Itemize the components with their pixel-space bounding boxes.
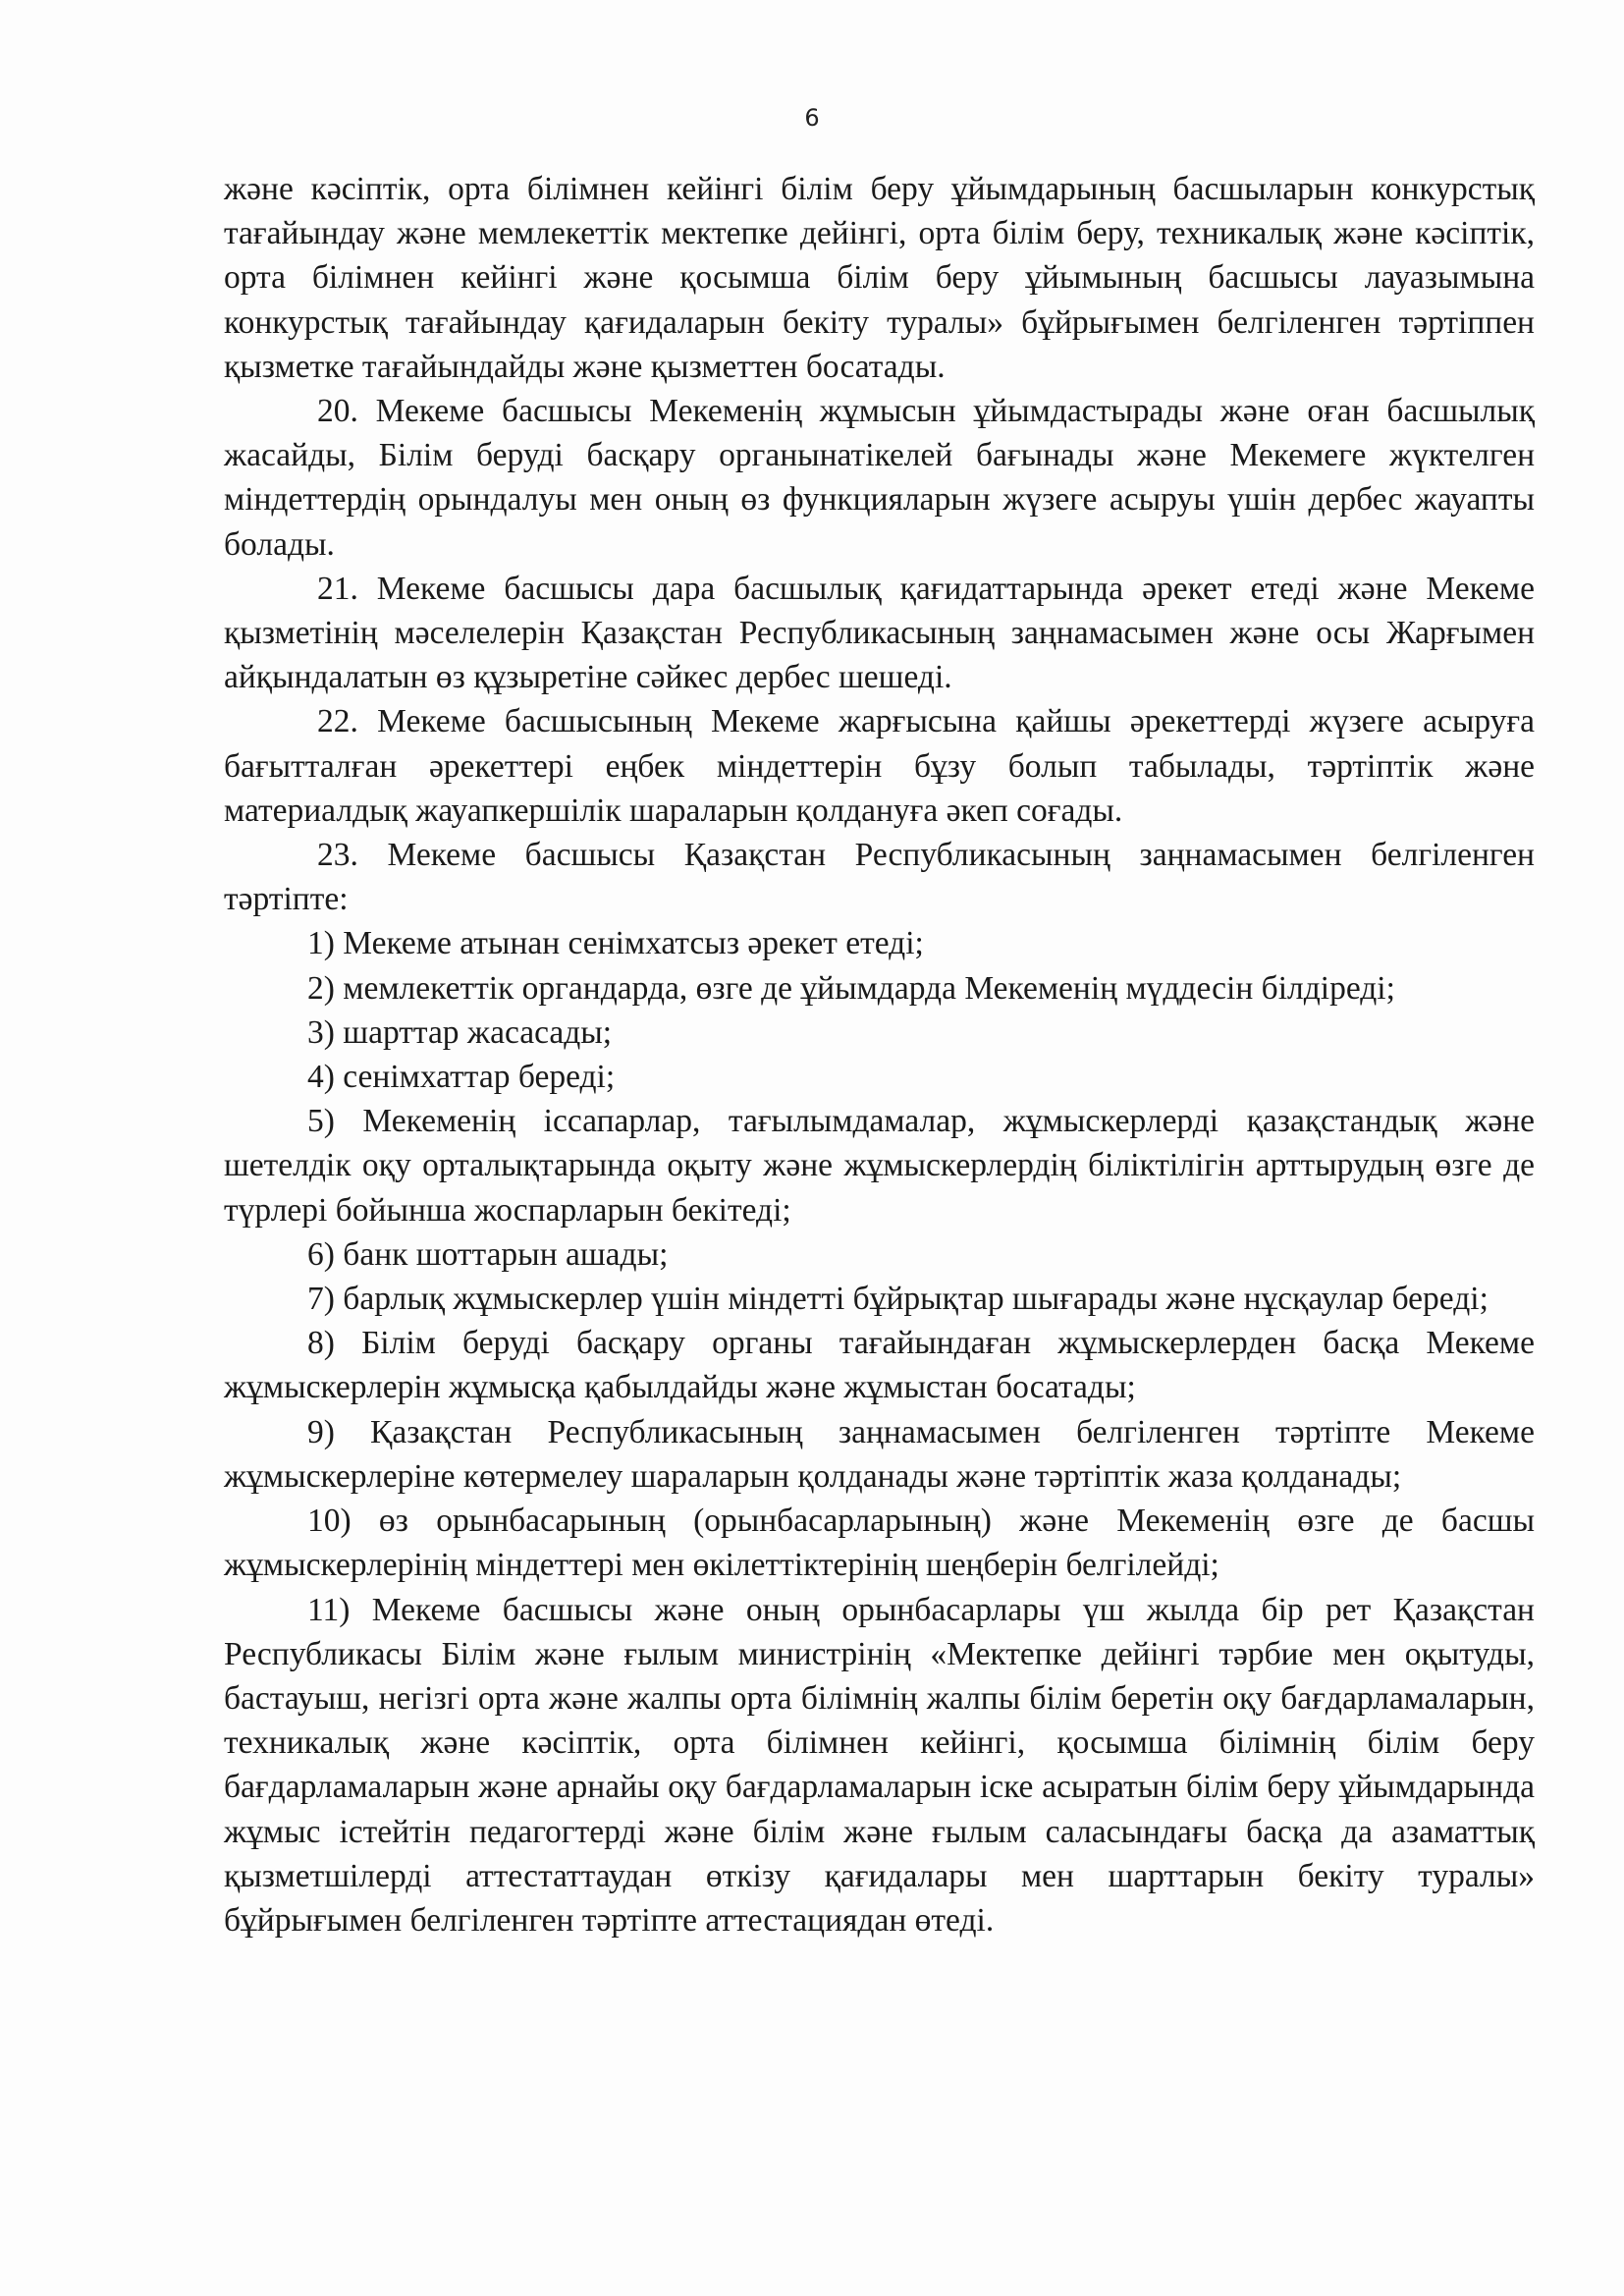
paragraph-20: 20. Мекеме басшысы Мекеменің жұмысын ұйымдастырады және оған басшылық жасайды, Білім беруді басқару органынатікелей бағынады және Мекемеге жүктелген міндеттердің орындалуы мен оның өз функцияларын жүзеге асыруы үшін дербес жауапты болады.	[224, 393, 1535, 563]
list-item-1: 1) Мекеме атынан сенімхатсыз әрекет етеді;	[307, 925, 924, 962]
list-item-6: 6) банк шоттарын ашады;	[307, 1235, 669, 1273]
paragraph-21: 21. Мекеме басшысы дара басшылық қағидаттарында әрекет етеді және Мекеме қызметінің мәселелерін Қазақстан Республикасының заңнамасымен және осы Жарғымен айқындалатын өз құзыретіне сәйкес дербес шешеді.	[224, 570, 1535, 696]
list-item-9: 9) Қазақстан Республикасының заңнамасымен белгіленген тәртіпте Мекеме жұмыскерлеріне көтермелеу шараларын қолданады және тәртіптік жаза қолданады;	[224, 1413, 1535, 1495]
list-item-8: 8) Білім беруді басқару органы тағайындаған жұмыскерлерден басқа Мекеме жұмыскерлерін жұмысқа қабылдайды және жұмыстан босатады;	[224, 1325, 1535, 1406]
list-item-11: 11) Мекеме басшысы және оның орынбасарлары үш жылда бір рет Қазақстан Республикасы Білім және ғылым министрінің «Мектепке дейінгі тәрбие мен оқытуды, бастауыш, негізгі орта және жалпы орта білімнің жалпы білім беретін оқу бағдарламаларын, техникалық және кәсіптік, орта білімнен кейінгі, қосымша білімнің білім беру бағдарламаларын және арнайы оқу бағдарламаларын іске асыратын білім беру ұйымдарында жұмыс істейтін педагогтерді және білім және ғылым саласындағы басқа да азаматтық қызметшілерді аттестаттаудан өткізу қағидалары мен шарттарын бекіту туралы» бұйрығымен белгіленген тәртіпте аттестациядан өтеді.	[224, 1591, 1535, 1939]
list-item-4: 4) сенімхаттар береді;	[307, 1059, 616, 1096]
document-body	[224, 167, 1535, 1942]
list-item-5: 5) Мекеменің іссапарлар, тағылымдамалар, жұмыскерлерді қазақстандық және шетелдік оқу орталықтарында оқыту және жұмыскерлердің біліктілігін арттырудың өзге де түрлері бойынша жоспарларын бекітеді;	[224, 1103, 1535, 1229]
paragraph-23: 23. Мекеме басшысы Қазақстан Республикасының заңнамасымен белгіленген тәртіпте:	[224, 837, 1535, 918]
list-item-3: 3) шарттар жасасады;	[307, 1013, 613, 1051]
paragraph-22: 22. Мекеме басшысының Мекеме жарғысына қайшы әрекеттерді жүзеге асыруға бағытталған әрекеттері еңбек міндеттерін бұзу болып табылады, тәртіптік және материалдық жауапкершілік шараларын қолдануға әкеп соғады.	[224, 703, 1535, 829]
list-item-2: 2) мемлекеттік органдарда, өзге де ұйымдарда Мекеменің мүддесін білдіреді;	[307, 969, 1395, 1007]
page-number: 6	[804, 104, 820, 132]
paragraph-continuation: және кәсіптік, орта білімнен кейінгі білім беру ұйымдарының басшыларын конкурстық тағайындау және мемлекеттік мектепке дейінгі, орта білім беру, техникалық және кәсіптік, орта білімнен кейінгі және қосымша білім беру ұйымының басшысы лауазымына конкурстық тағайындау қағидаларын бекіту туралы» бұйрығымен белгіленген тәртіппен қызметке тағайындайды және қызметтен босатады.	[224, 171, 1535, 385]
list-item-10: 10) өз орынбасарының (орынбасарларының) және Мекеменің өзге де басшы жұмыскерлерінің міндеттері мен өкілеттіктерінің шеңберін белгілейді;	[224, 1503, 1535, 1584]
list-item-7: 7) барлық жұмыскерлер үшін міндетті бұйрықтар шығарады және нұсқаулар береді;	[307, 1281, 1489, 1318]
